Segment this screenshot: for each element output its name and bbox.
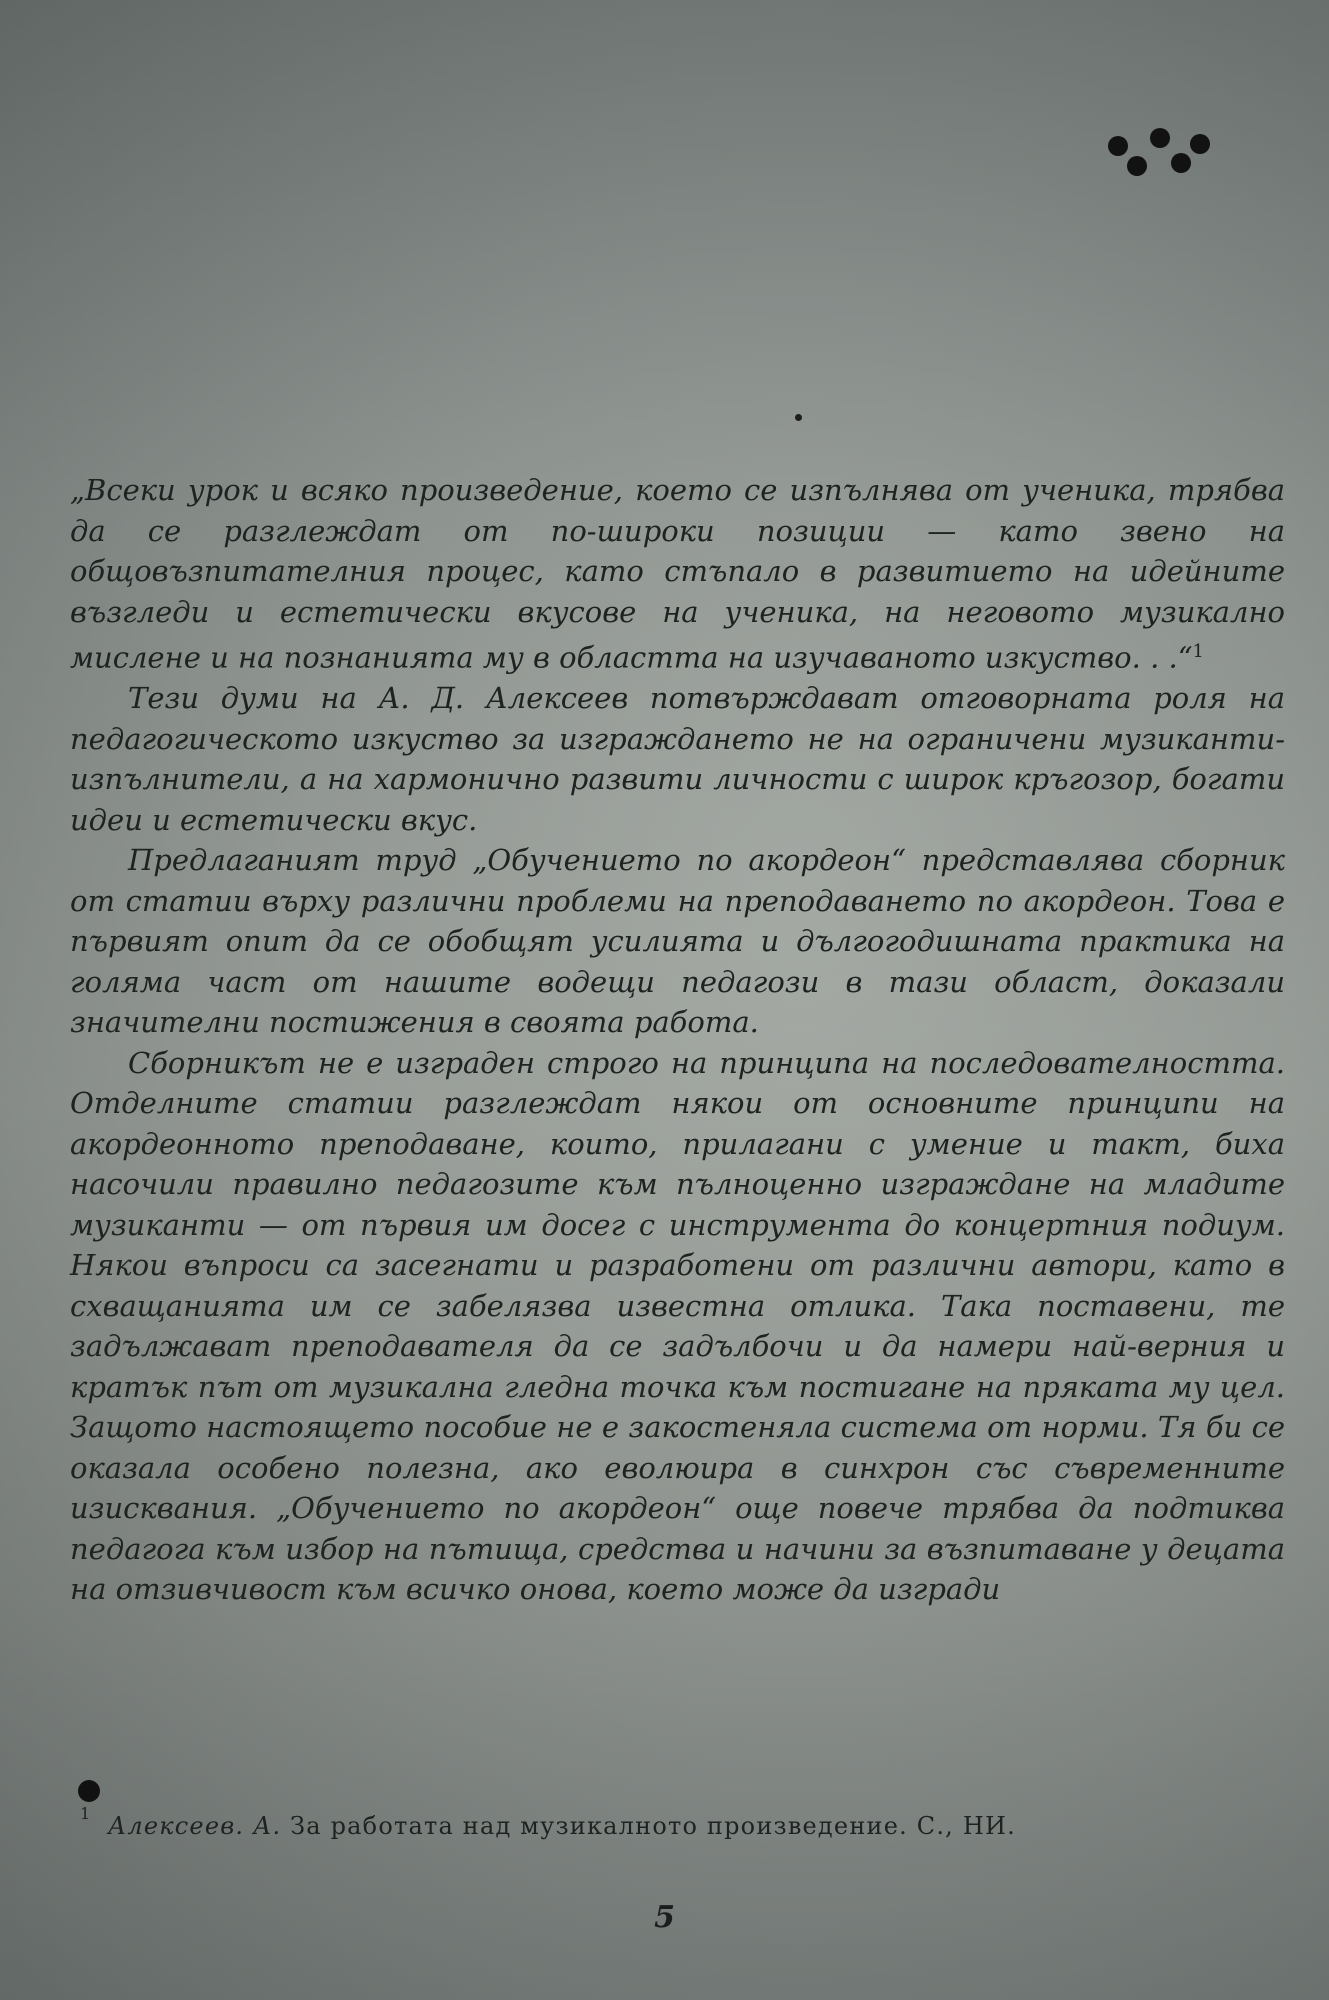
paragraph: Сборникът не е изграден строго на принципа на последователността. Отделните статии разглеждат някои от основните принципи на акордеонното преподаване, които, прилагани с умение и такт, биха насочили правилно педагозите към пълноценно изграждане на младите музиканти — от първия им досег с инструмента до концертния подиум. Някои въпроси са засегнати и разработени от различни автори, като в схващанията им се забелязва известна отлика. Така поставени, те задължават преподавателя да се задълбочи и да намери най-верния и кратък път от музикална гледна точка към постигане на пряката му цел. Защото настоящето пособие не е закостеняла система от норми. Тя би се оказала особено полезна, ако еволюира в синхрон със съвременните изисквания. „Обучението по акордеон“ още повече трябва да подтиква педагога към избор на пътища, средства и начини за възпитаване у децата на отзивчивост към всичко онова, което може да изгради bbox=[70, 1045, 1285, 1607]
dot-ornament bbox=[1108, 136, 1128, 156]
main-text bbox=[70, 470, 1285, 1610]
dot-ornament bbox=[1190, 134, 1210, 154]
footnote-author: Алексеев. А. bbox=[108, 1812, 282, 1840]
decorative-dots bbox=[1108, 128, 1258, 188]
footnote-text: За работата над музикалното произведение. С., НИ. bbox=[290, 1812, 1016, 1840]
paragraph-quote bbox=[70, 470, 1285, 678]
dot-ornament bbox=[1150, 128, 1170, 148]
ink-blot bbox=[78, 1780, 100, 1802]
footnote bbox=[108, 1812, 1268, 1840]
ink-speck bbox=[795, 414, 802, 421]
paragraph: Предлаганият труд „Обучението по акордеон“ представлява сборник от статии върху различни проблеми на преподаването по акордеон. Това е първият опит да се обобщят усилията и дългогодишната практика на голяма част от нашите водещи педагози в тази област, доказали значителни постижения в своята работа. bbox=[70, 843, 1285, 1040]
dot-ornament bbox=[1171, 153, 1191, 173]
footnote-reference: 1 bbox=[1192, 641, 1204, 662]
paragraph-text: „Всеки урок и всяко произведение, което се изпълнява от ученика, трябва да се разглеждат от по-широки позиции — като звено на общовъзпитателния процес, като стъпало в развитието на идейните възгледи и естетически вкусове на ученика, на неговото музикално мислене и на познанията му в областта на изучаваното изкуство. . .“ bbox=[70, 473, 1285, 675]
footnote-number: 1 bbox=[80, 1804, 91, 1823]
page-number: 5 bbox=[654, 1900, 675, 1935]
dot-ornament bbox=[1127, 156, 1147, 176]
paragraph: Тези думи на А. Д. Алексеев потвърждават отговорната роля на педагогическото изкуство за изграждането не на ограничени музиканти-изпълнители, а на хармонично развити личности с широк кръгозор, богати идеи и естетически вкус. bbox=[70, 681, 1285, 837]
